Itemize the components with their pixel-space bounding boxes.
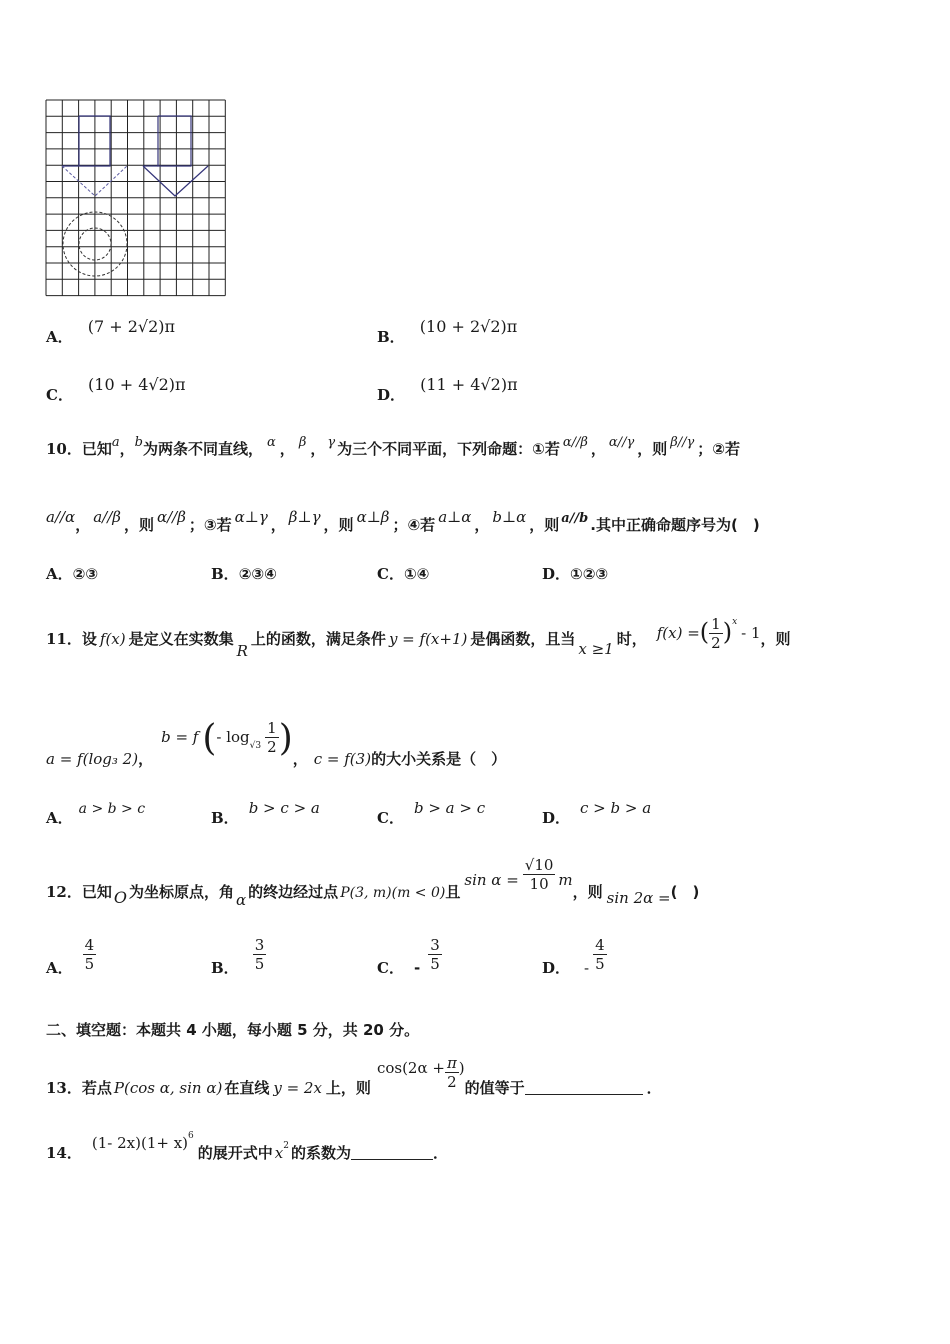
minus-one: - 1	[741, 624, 761, 642]
q10-text: ；③若	[188, 516, 232, 534]
question-number: 12．	[46, 883, 82, 901]
q14-text: 的展开式中	[197, 1144, 273, 1162]
frac-num: π	[446, 1054, 457, 1072]
sin-2alpha: sin 2α =	[606, 889, 671, 907]
option-label: B．	[211, 565, 239, 583]
question-13	[46, 1048, 926, 1097]
front-view-shape	[62, 116, 110, 166]
q12-text: ( )	[670, 883, 700, 901]
q10-option-b[interactable]	[211, 563, 277, 584]
grid-lines	[46, 100, 225, 296]
q10-text: ，	[590, 440, 606, 458]
q11-text: 是偶函数，且当	[470, 630, 576, 648]
q10-option-a[interactable]	[46, 563, 98, 584]
half-den: 2	[267, 738, 277, 756]
cos-expr-left: cos(2α +	[376, 1059, 445, 1077]
q12-text: 为坐标原点，角	[129, 883, 235, 901]
point-P: P(cos α, sin α)	[113, 1079, 223, 1097]
option-sign: -	[413, 959, 421, 977]
option-sign: -	[584, 959, 590, 977]
option-text: ①②③	[570, 565, 609, 583]
line-eq: y = 2x	[273, 1079, 322, 1097]
q10-text: ，	[75, 516, 91, 534]
point-P: P(3, m)(m < 0)	[340, 885, 446, 901]
q10-text: ，	[119, 440, 135, 458]
q13-text: ．	[646, 1079, 662, 1097]
q12-option-c[interactable]	[377, 936, 442, 977]
cond-2b: a//β	[93, 508, 121, 526]
pi-over-2	[445, 1054, 459, 1091]
frac-den: 5	[254, 955, 265, 973]
option-label: C．	[377, 959, 404, 977]
frac-num: 4	[84, 936, 95, 954]
fdef-left: f(x) =	[656, 624, 700, 642]
q10-text: 为三个不同平面，下列命题：①若	[337, 440, 560, 458]
var-b: b	[134, 435, 143, 450]
log-base: √3	[249, 741, 262, 751]
section-heading: 二、填空题：本题共 4 小题，每小题 5 分，共 20 分。	[46, 1021, 420, 1039]
q9-option-d[interactable]	[377, 375, 518, 405]
option-fraction	[83, 936, 97, 973]
q11-text: ，	[292, 750, 308, 768]
cond-2a: a//α	[46, 508, 76, 526]
var-beta: β	[298, 435, 307, 450]
q12-text: 的终边经过点	[248, 883, 339, 901]
option-text: b > c > a	[248, 799, 320, 817]
question-10-line-1	[46, 435, 926, 468]
cond-3b: β⊥γ	[288, 508, 321, 526]
three-view-grid-figure	[44, 98, 230, 300]
option-label: B．	[377, 328, 405, 346]
question-number: 14．	[46, 1144, 82, 1162]
option-label: B．	[211, 809, 239, 827]
q10-text: ，	[279, 440, 295, 458]
q10-text: ，则	[637, 440, 668, 458]
frac-den: 2	[447, 1073, 457, 1091]
var-gamma: γ	[327, 435, 336, 450]
def-b-left: b = f	[161, 728, 199, 746]
q13-text: 的值等于	[464, 1079, 525, 1097]
question-number: 10．	[46, 440, 82, 458]
q13-text: 在直线	[224, 1079, 270, 1097]
var-alpha: α	[267, 435, 276, 450]
q10-text: 为两条不同直线，	[143, 440, 264, 458]
q12-option-b[interactable]	[211, 936, 266, 977]
option-text: ①④	[403, 565, 430, 583]
q10-text: ，则	[529, 516, 560, 534]
frac-num: √10	[524, 856, 554, 874]
q11-option-c[interactable]	[377, 797, 486, 827]
binomial-expr: (1- 2x)(1+ x)	[91, 1134, 189, 1152]
q12-option-a[interactable]	[46, 936, 96, 977]
sqrt10-over-10	[523, 856, 556, 893]
q10-text: ；②若	[697, 440, 740, 458]
option-label: C．	[377, 565, 404, 583]
option-fraction	[428, 936, 442, 973]
question-11-line-2: a = f(log₃ 2)，b = f (- $\log_{√3}$ $\frac{1}{2}$ )， c = f(3)的大小关系是（ ）	[46, 718, 507, 768]
cos-expr-right: )	[458, 1059, 465, 1077]
cond-1r: β//γ	[670, 435, 695, 450]
frac-den: 5	[595, 955, 605, 973]
option-expression: (11 + 4√2)π	[420, 375, 518, 394]
cond-1b: α//γ	[608, 435, 635, 450]
option-label: D．	[542, 565, 571, 583]
cond-4a: a⊥α	[438, 508, 472, 526]
q11-text: 是定义在实数集	[128, 630, 234, 648]
option-text: c > b > a	[580, 799, 652, 817]
q11-text: 的大小关系是（ ）	[371, 750, 507, 768]
cond-3r: α⊥β	[356, 508, 390, 526]
option-fraction	[593, 936, 607, 973]
half-fraction	[709, 615, 723, 652]
q10-option-c[interactable]	[377, 563, 429, 584]
frac-den: 10	[529, 875, 549, 893]
q10-text: ，	[270, 516, 286, 534]
exponent-2: 2	[283, 1141, 289, 1151]
q11-text: 设	[81, 630, 97, 648]
question-10-line-2	[46, 508, 926, 544]
option-text: ②③④	[238, 565, 277, 583]
option-label: A．	[46, 565, 73, 583]
q10-option-d[interactable]	[542, 563, 608, 584]
q12-text: ，则	[572, 883, 603, 901]
q14-text: ．	[432, 1144, 448, 1162]
q12-text: 且	[445, 883, 461, 901]
option-label: A．	[46, 328, 73, 346]
q9-option-b[interactable]	[377, 317, 518, 347]
q11-text: ，	[138, 750, 154, 768]
option-label: D．	[542, 809, 571, 827]
q13-text: 上，则	[325, 1079, 371, 1097]
half-fraction-b	[265, 719, 279, 756]
cond-4r: a//b	[561, 511, 589, 526]
cond-1a: α//β	[562, 435, 588, 450]
q10-text: 已知	[81, 440, 112, 458]
option-text: a > b > c	[78, 801, 146, 817]
half-num: 1	[267, 719, 277, 737]
option-fraction	[253, 936, 267, 973]
question-number: 11．	[46, 630, 82, 648]
q13-text: 若点	[81, 1079, 112, 1097]
q11-option-b[interactable]	[211, 797, 320, 827]
option-label: C．	[377, 809, 404, 827]
option-label: A．	[46, 959, 73, 977]
def-c: c = f(3)	[313, 750, 372, 768]
option-label: D．	[542, 959, 571, 977]
option-label: D．	[377, 386, 406, 404]
option-expression: (10 + 2√2)π	[419, 317, 518, 336]
q10-text: ；④若	[392, 516, 436, 534]
q12-text: 已知	[81, 883, 112, 901]
frac-num: 3	[254, 936, 265, 954]
def-a: a = f(log₃ 2)	[46, 750, 139, 768]
option-expression: (10 + 4√2)π	[88, 375, 186, 394]
question-number: 13．	[46, 1079, 82, 1097]
option-label: B．	[211, 959, 239, 977]
var-x: x	[274, 1144, 284, 1162]
q10-text: ，	[474, 516, 490, 534]
q12-option-d[interactable]	[542, 936, 607, 977]
exponent-6: 6	[188, 1131, 194, 1141]
set-R: R	[236, 642, 248, 660]
option-text: ②③	[72, 565, 99, 583]
q10-text: ，则	[323, 516, 354, 534]
def-b-inner: - log	[216, 728, 250, 746]
q11-option-a[interactable]	[46, 797, 146, 827]
frac-num: 3	[430, 936, 440, 954]
q10-text: .其中正确命题序号为( )	[590, 516, 760, 534]
q11-option-d[interactable]	[542, 797, 652, 827]
cond-4b: b⊥α	[492, 508, 527, 526]
q9-option-c[interactable]	[46, 375, 186, 405]
q10-text: ，	[310, 440, 326, 458]
answer-blank[interactable]	[525, 1080, 643, 1095]
side-view-shape	[143, 116, 208, 196]
option-label: A．	[46, 809, 73, 827]
q11-text: 时，	[616, 630, 647, 648]
exponent-x: x	[732, 617, 738, 627]
option-label: C．	[46, 386, 73, 404]
option-text: b > a > c	[413, 799, 486, 817]
sin-alpha-left: sin α =	[464, 871, 519, 889]
func-f-x: f(x)	[99, 630, 126, 648]
q10-text: ，则	[123, 516, 154, 534]
q11-text: 上的函数，满足条件	[250, 630, 386, 648]
half-den: 2	[711, 634, 721, 652]
cond-x-ge-1: x ≥1	[578, 640, 614, 658]
var-a: a	[111, 435, 120, 450]
origin-O: O	[113, 888, 128, 907]
q14-text: 的系数为	[290, 1144, 351, 1162]
frac-num: 4	[595, 936, 605, 954]
var-m: m	[558, 871, 573, 889]
frac-den: 5	[430, 955, 440, 973]
cond-3a: α⊥γ	[234, 508, 268, 526]
var-alpha: α	[236, 891, 247, 909]
question-11-line-1: 11．设 f(x) 是定义在实数集R上的函数，满足条件 y = f(x+1) 是偶函数，且当x ≥1时， f(x) =( $\frac{1}{2}$ )$^x$- 1，则	[46, 615, 791, 660]
q9-option-a[interactable]	[46, 317, 176, 347]
q11-text: ，则	[760, 630, 791, 648]
cond-2r: α//β	[156, 508, 186, 526]
answer-blank[interactable]	[351, 1145, 433, 1160]
cond-even: y = f(x+1)	[388, 630, 468, 648]
option-expression: (7 + 2√2)π	[87, 317, 176, 336]
question-14	[46, 1132, 926, 1168]
question-12	[46, 852, 926, 909]
half-num: 1	[711, 615, 721, 633]
frac-den: 5	[84, 955, 95, 973]
